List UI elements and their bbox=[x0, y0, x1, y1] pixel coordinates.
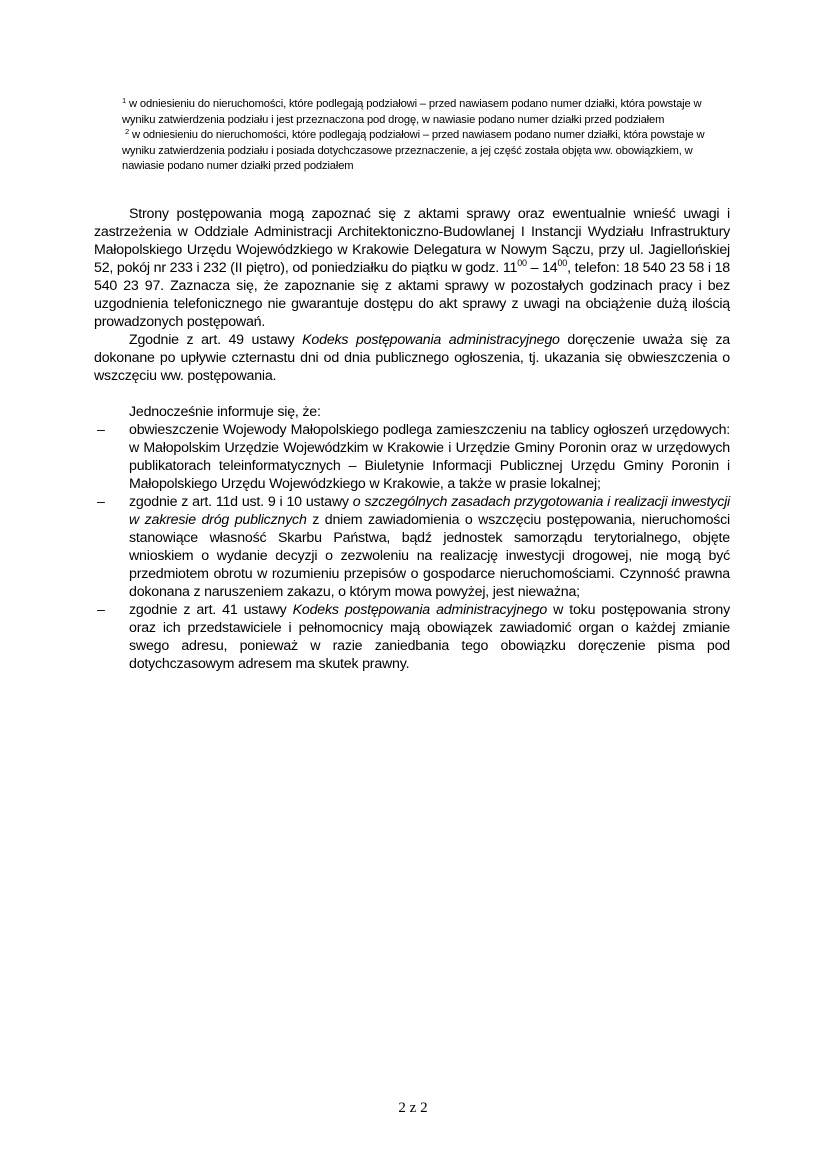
notice-list bbox=[94, 421, 730, 673]
page-number: 2 z 2 bbox=[398, 1100, 428, 1116]
text-run: – 14 bbox=[526, 260, 558, 276]
footnotes bbox=[122, 97, 734, 175]
footnote-1 bbox=[122, 97, 734, 128]
footnote-2 bbox=[122, 128, 734, 175]
list-item bbox=[94, 601, 730, 673]
superscript: 00 bbox=[517, 258, 527, 268]
superscript: 00 bbox=[557, 258, 568, 268]
statute-title: Kodeks postępowania administracyjnego bbox=[292, 602, 548, 618]
statute-title: Kodeks postępowania administracyjnego bbox=[302, 332, 560, 348]
statute-title: o szczególnych zasadach przygotowania i realizacji inwestycji w zakresie dróg publicznych bbox=[129, 494, 730, 528]
text-run: Strony postępowania mogą zapoznać się z aktami sprawy oraz ewentualnie wnieść uwagi i zastrzeżenia w Oddziale Administracji Architektoniczno-Budowlanej I Instancji Wydziału Infrastruktury Małopolskiego Urzędu Wojewódzkiego w Krakowie Delegatura w Nowym Sączu, przy ul. Jagiellońskiej 52, pokój nr 233 i 232 (II piętro), od poniedziałku do piątku w godz. 11 bbox=[94, 206, 730, 276]
text-run: , telefon: 18 540 23 58 i 18 540 23 97. Zaznacza się, że zapoznanie się z aktami sprawy w pozostałych godzinach pracy i bez uzgodnienia telefonicznego nie gwarantuje dostępu do akt sprawy z uwagi na obciążenie dużą ilością prowadzonych postępowań. bbox=[94, 260, 730, 330]
footnote-marker: 1 bbox=[122, 96, 127, 105]
paragraph-delivery bbox=[94, 331, 730, 385]
dash-bullet: – bbox=[97, 494, 105, 510]
spacer bbox=[94, 385, 730, 403]
text-run: Zgodnie z art. 49 ustawy bbox=[129, 332, 303, 348]
text-run: zgodnie z art. 11d ust. 9 i 10 ustawy bbox=[129, 494, 353, 510]
text-run: obwieszczenie Wojewody Małopolskiego podlega zamieszczeniu na tablicy ogłoszeń urzędowych: w Małopolskim Urzędzie Wojewódzkim w Krakowie i Urzędzie Gminy Poronin oraz w urzędowych publikatorach teleinformatycznych – Biuletynie Informacji Publicznej Urzędu Gminy Poronin i Małopolskiego Urzędu Wojewódzkiego w Krakowie, a także w prasie lokalnej; bbox=[129, 422, 730, 492]
dash-bullet: – bbox=[97, 422, 105, 438]
text-run: w toku postępowania strony oraz ich przedstawiciele i pełnomocnicy mają obowiązek zawiadomić organ o każdej zmianie swego adresu, ponieważ w razie zaniedbania tego obowiązku doręczenie pisma pod dotychczasowym adresem ma skutek prawny. bbox=[129, 602, 731, 672]
paragraph-file-access bbox=[94, 205, 730, 331]
document-body bbox=[94, 205, 730, 673]
list-item bbox=[94, 421, 730, 493]
footnote-text: w odniesieniu do nieruchomości, które podlegają podziałowi – przed nawiasem podano numer działki, która powstaje w wyniku zatwierdzenia podziału i jest przeznaczona pod drogę, w nawiasie podano numer działki przed podziałem bbox=[122, 98, 702, 126]
dash-bullet: – bbox=[97, 602, 105, 618]
footnote-text: w odniesieniu do nieruchomości, które podlegają podziałowi – przed nawiasem podano numer działki, która powstaje w wyniku zatwierdzenia podziału i posiada dotychczasowe przeznaczenie, a jej część została objęta ww. obowiązkiem, w nawiasie podano numer działki przed podziałem bbox=[122, 129, 705, 173]
text-run: z dniem zawiadomienia o wszczęciu postępowania, nieruchomości stanowiące własność Skarbu Państwa, bądź jednostek samorządu terytorialnego, objęte wnioskiem o wydanie decyzji o zezwoleniu na realizację inwestycji drogowej, nie mogą być przedmiotem obrotu w rozumieniu przepisów o gospodarce nieruchomościami. Czynność prawna dokonana z naruszeniem zakazu, o którym mowa powyżej, jest nieważna; bbox=[129, 512, 731, 600]
footnote-marker: 2 bbox=[124, 127, 129, 137]
paragraph-intro: Jednocześnie informuje się, że: bbox=[129, 404, 321, 420]
text-run: zgodnie z art. 41 ustawy bbox=[129, 602, 293, 618]
text-run: doręczenie uważa się za dokonane po upływie czternastu dni od dnia publicznego ogłoszenia, tj. ukazania się obwieszczenia o wszczęciu ww. postępowania. bbox=[94, 332, 730, 384]
list-item bbox=[94, 493, 730, 601]
